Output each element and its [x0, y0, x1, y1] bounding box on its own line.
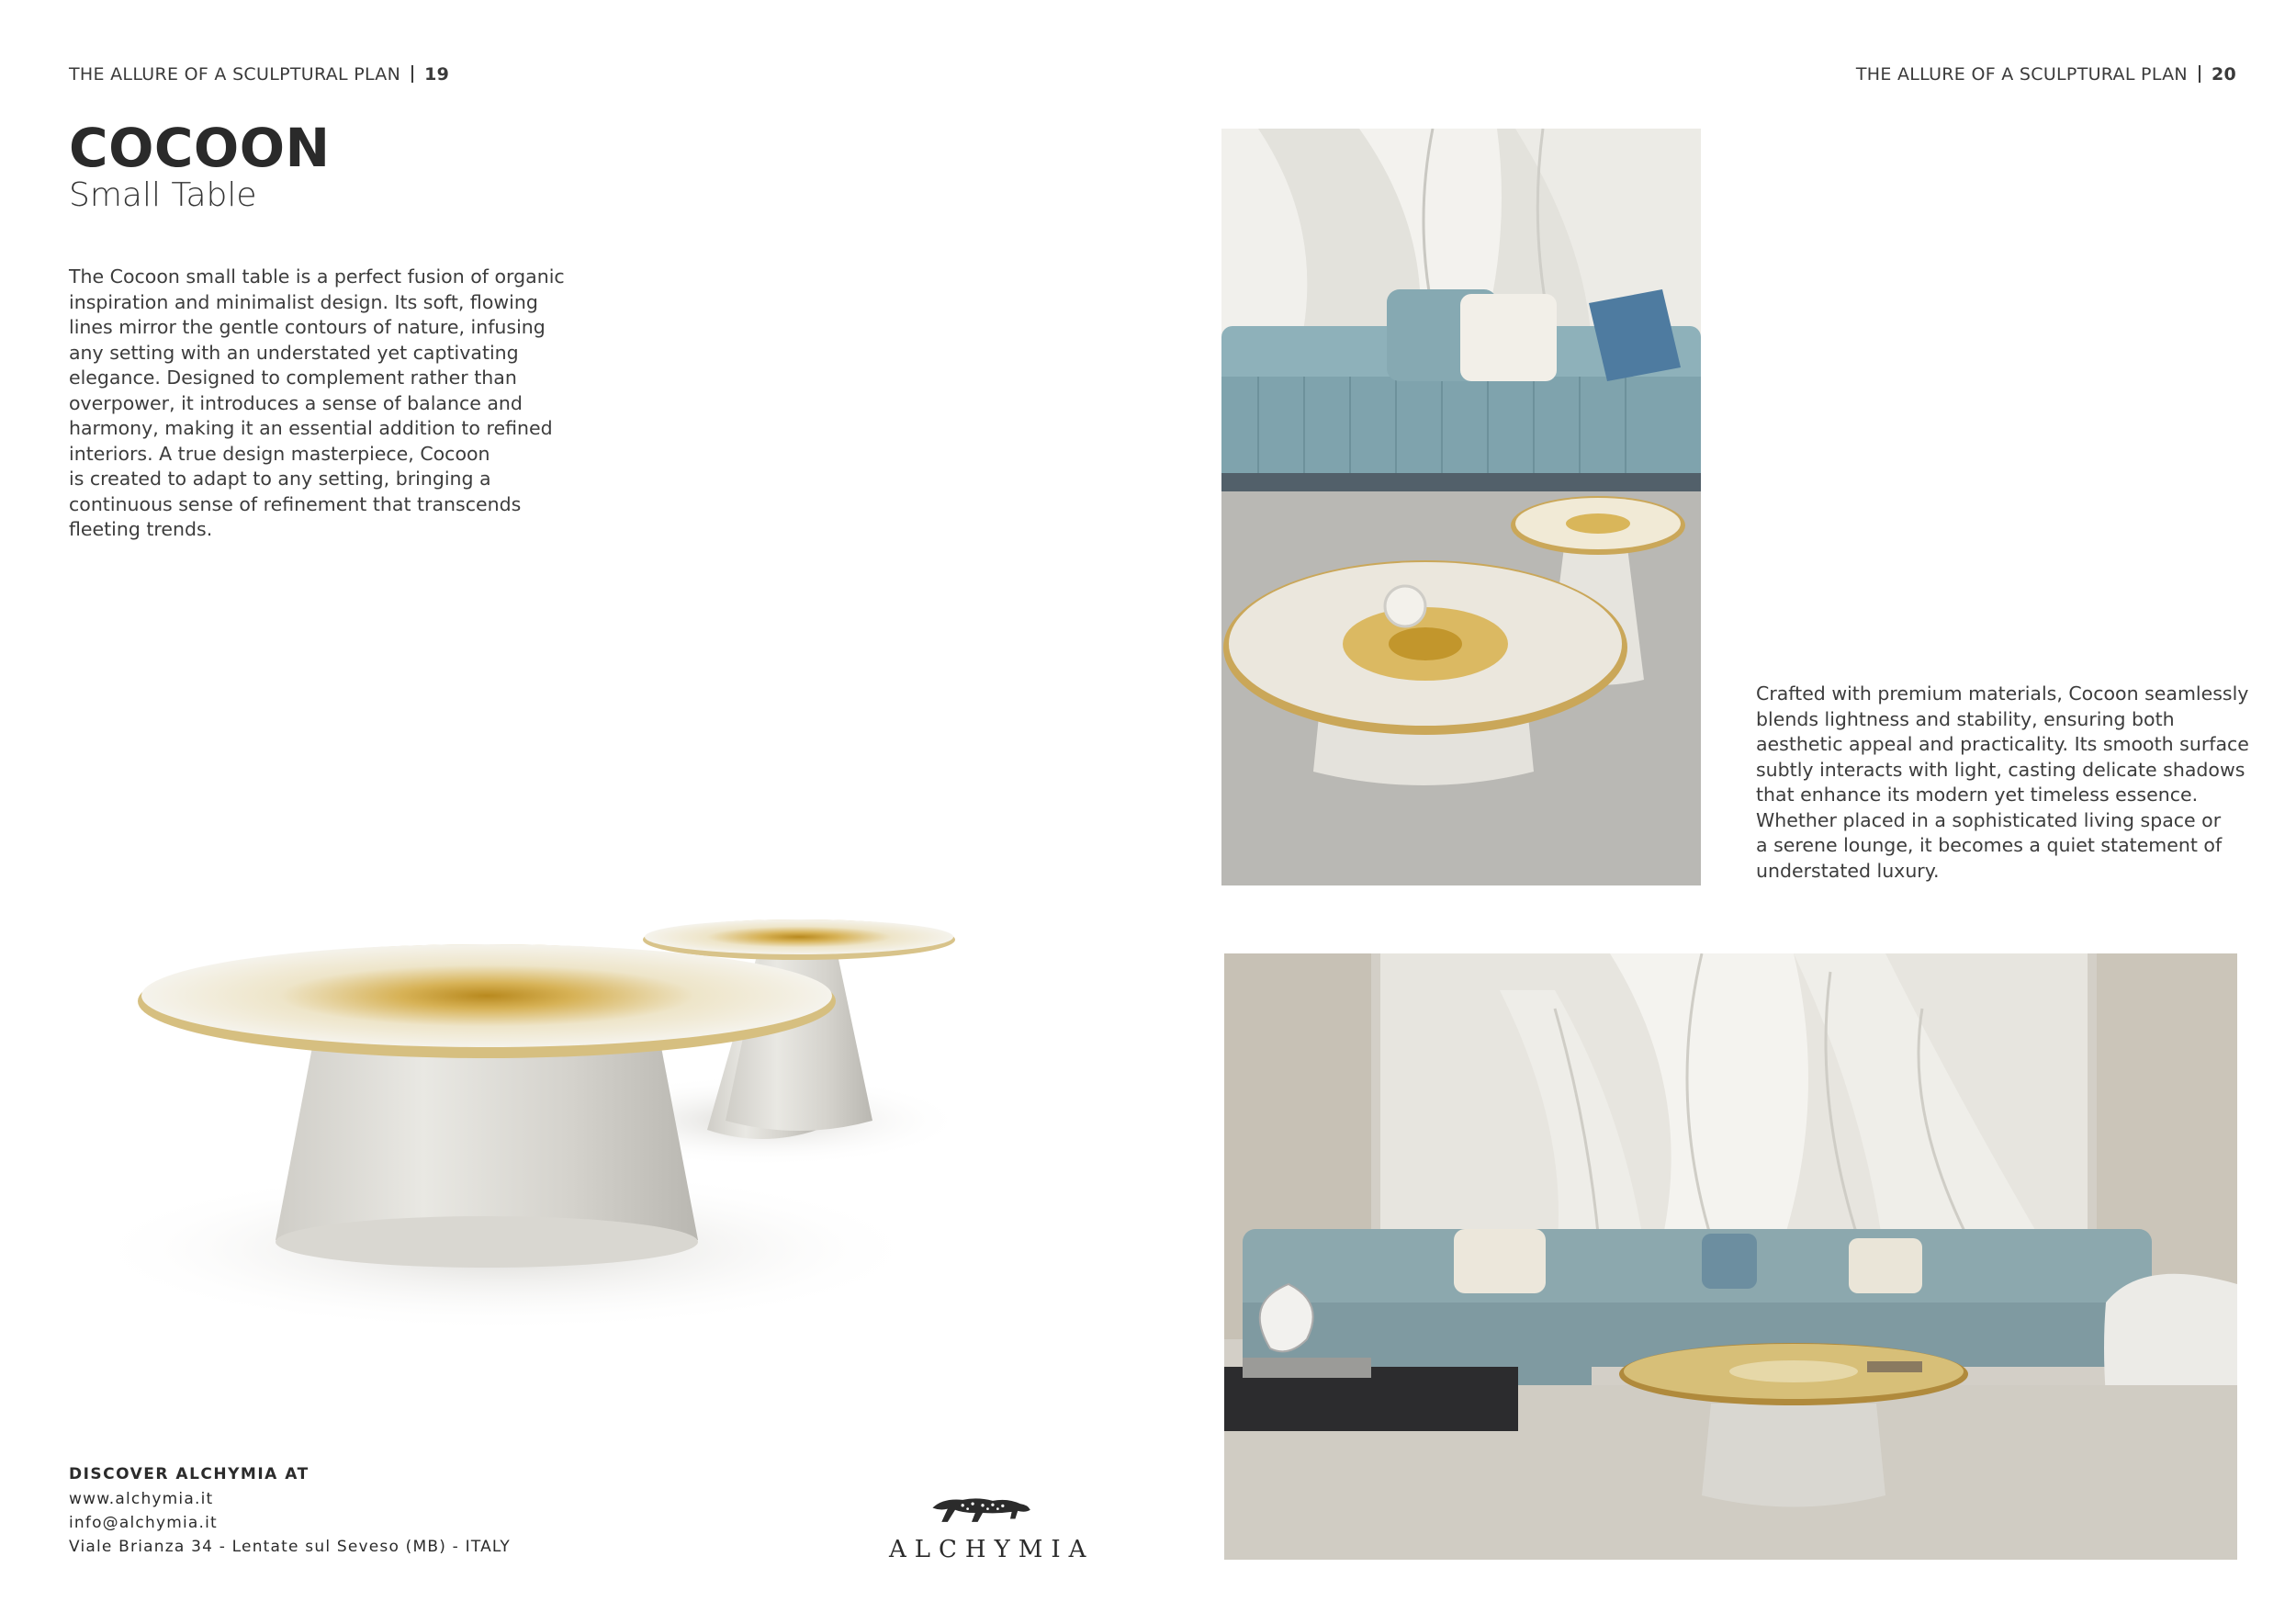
- description-line: harmony, making it an essential addition to refined: [69, 417, 553, 439]
- running-head-left: [69, 64, 449, 85]
- product-subtitle: Small Table: [69, 176, 257, 214]
- description-line: any setting with an understated yet captivating: [69, 341, 519, 364]
- footer-address: Viale Brianza 34 - Lentate sul Seveso (MB) - ITALY: [69, 1538, 511, 1556]
- description-line: continuous sense of refinement that transcends: [69, 492, 522, 515]
- lounge-photo: [1224, 953, 2237, 1560]
- footer-heading: DISCOVER ALCHYMIA AT: [69, 1465, 310, 1483]
- living-room-photo: [1221, 129, 1701, 885]
- description-line: fleeting trends.: [69, 518, 213, 540]
- panther-icon: [928, 1493, 1038, 1533]
- description-line: understated luxury.: [1756, 859, 1940, 882]
- running-head-label: THE ALLURE OF A SCULPTURAL PLAN: [69, 64, 401, 85]
- product-title: COCOON: [69, 117, 331, 179]
- product-hero-image: [119, 845, 1038, 1415]
- footer-email-link[interactable]: info@alchymia.it: [69, 1514, 218, 1532]
- description-line: a serene lounge, it becomes a quiet statement of: [1756, 834, 2223, 856]
- description-line: Crafted with premium materials, Cocoon seamlessly: [1756, 682, 2249, 705]
- description-line: lines mirror the gentle contours of nature, infusing: [69, 316, 546, 338]
- description-right: [1756, 682, 2249, 884]
- description-line: elegance. Designed to complement rather than: [69, 367, 517, 389]
- description-left: [69, 265, 565, 543]
- description-line: overpower, it introduces a sense of balance and: [69, 391, 523, 414]
- running-head-right: [1856, 64, 2236, 85]
- description-line: that enhance its modern yet timeless essence.: [1756, 784, 2199, 806]
- description-line: Whether placed in a sophisticated living space or: [1756, 808, 2222, 831]
- description-line: The Cocoon small table is a perfect fusion of organic: [69, 265, 565, 288]
- description-line: is created to adapt to any setting, bringing a: [69, 468, 491, 490]
- page-number: 19: [424, 64, 450, 85]
- divider: [2199, 65, 2200, 83]
- running-head-label: THE ALLURE OF A SCULPTURAL PLAN: [1855, 64, 2188, 85]
- brand-wordmark: ALCHYMIA: [889, 1536, 1095, 1563]
- page-number: 20: [2211, 64, 2236, 85]
- description-line: interiors. A true design masterpiece, Cocoon: [69, 442, 490, 465]
- footer-website-link[interactable]: www.alchymia.it: [69, 1490, 214, 1508]
- description-line: inspiration and minimalist design. Its soft, flowing: [69, 290, 538, 313]
- divider: [411, 65, 413, 83]
- description-line: blends lightness and stability, ensuring both: [1756, 707, 2175, 730]
- description-line: subtly interacts with light, casting delicate shadows: [1756, 758, 2245, 781]
- description-line: aesthetic appeal and practicality. Its smooth surface: [1756, 733, 2249, 755]
